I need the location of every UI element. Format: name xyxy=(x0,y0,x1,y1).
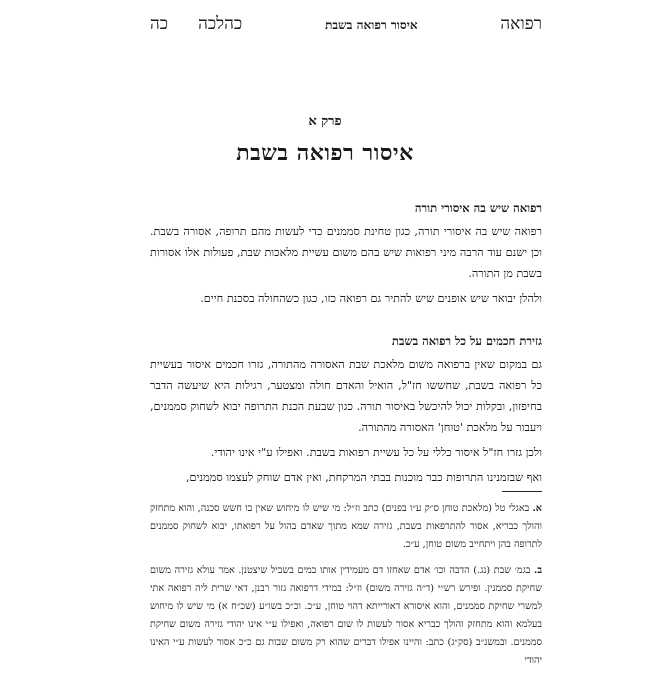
paragraph: גם במקום שאין ברפואה משום מלאכת שבת האסורה מהתורה, גזרו חכמים איסור בעשיית כל רפואה בשבת, שחששו חז"ל, הואיל והאדם חולה ומצטער, רגילות היא שיעשה הדבר בחיפזון, ובקלות יכול להיכשל באיסור תורה. כגון שבעת הכנת התרופה יבוא לשחוק סממנים, ויעבור על מלאכת 'טוחן' האסורה מהתורה. xyxy=(150,358,542,434)
footnotes xyxy=(150,500,542,678)
paragraph: ואף שבזמנינו התרופות כבר מוכנות בבתי המרקחת, ואין אדם שוחק לעצמו סממנים, xyxy=(185,471,542,484)
footnote xyxy=(150,500,542,554)
footnote-label: ב. xyxy=(534,565,542,576)
running-head-right: רפואה xyxy=(500,14,542,34)
running-head-center: איסור רפואה בשבת xyxy=(325,18,418,32)
footnote-divider xyxy=(502,491,542,492)
running-head xyxy=(150,14,542,34)
paragraph: ולכן גזרו חז"ל איסור כללי על כל עשיית רפואות בשבת. ואפילו ע"י אינו יהודי. xyxy=(210,446,542,459)
running-head-left xyxy=(150,14,242,34)
chapter-title: איסור רפואה בשבת xyxy=(236,140,414,166)
section-heading: גזירת חכמים על כל רפואה בשבת xyxy=(391,334,542,348)
main-text xyxy=(150,198,542,492)
page-number: כה xyxy=(150,14,169,34)
paragraph: ולהלן יבואר שיש אופנים שיש להתיר גם רפואה כזו, כגון כשהחולה בסכנת חיים. xyxy=(200,292,542,305)
section-heading: רפואה שיש בה איסורי תורה xyxy=(414,201,542,215)
running-head-left-word: כהלכה xyxy=(198,14,243,34)
footnote-text: באגלי טל (מלאכת טוחן ס״ק ע״ו בפנים) כתב וז״ל: מי שיש לו מיחוש שאין בו חשש סכנה, והוא מתחזק והולך כבריא, אסור להתרפאות בשבת, גזירה שמא מתוך שאדם בהול על רפואתו, יבוא לשחוק סממנים לתרופה בהן ויתחייב משום טוחן, ע״כ. xyxy=(150,503,542,550)
footnote-label: א. xyxy=(532,503,542,514)
footnote xyxy=(150,562,542,670)
footnote-text: בגמ׳ שבת (נג.) הדבה וכו׳ אדם שאחזו דם מעמידין אותו במים בשביל שיצטנן. אמר עולא גזירה משום שחיקת סממנין. ופירש רש״י (ד״ה גזירה משום) וז״ל: במידי דרפואה גזור רבנן, דאי שרית ליה רפואה אתי למשרי שחיקת סממנים, והוא איסורא דאורייתא דהוי טוחן, ע״כ. וכ״כ בשו״ע (שכ״ח א) מי שיש לו מיחוש בעלמא והוא מתחזק והולך כבריא אסור לעשות לו שום רפואה, ואפילו ע״י אינו יהודי גזירה משום שחיקת סממנים. ובמשנ״ב (סק״ג) כתב: והיינו אפילו דברים שהוא רק משום שבות גם כ״כ אסור לעשות ע״י האינו יהודי xyxy=(150,565,542,666)
paragraph: רפואה שיש בה איסורי תורה, כגון טחינת סממנים כדי לעשות מהם תרופה, אסורה בשבת. וכן ישנם עוד הרבה מיני רפואות שיש בהם משום עשיית מלאכות שבת, פעולות אלו אסורות בשבת מן התורה. xyxy=(150,225,542,280)
chapter-number: פרק א xyxy=(308,114,342,129)
